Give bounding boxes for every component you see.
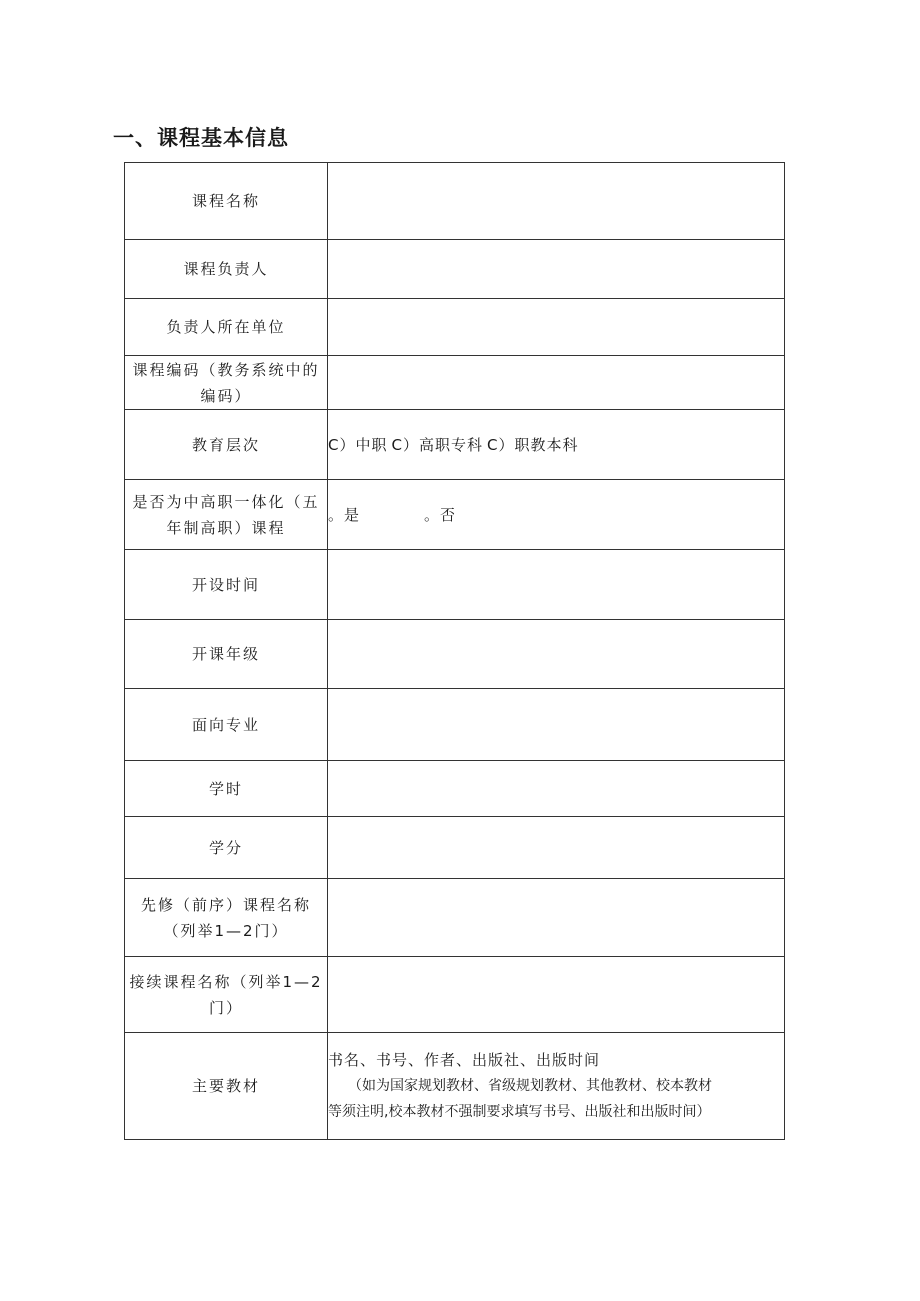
course-leader-field[interactable]	[328, 240, 785, 299]
label-hours	[125, 761, 328, 817]
label-text: 课程名称	[191, 192, 260, 210]
leader-unit-field[interactable]	[328, 299, 785, 356]
hours-field[interactable]	[328, 761, 785, 817]
label-text: 是否为中高职一体化（五年制高职）课程	[132, 492, 320, 537]
label-text: 开课年级	[191, 645, 260, 663]
label-text: 开设时间	[191, 575, 260, 594]
row-hours	[125, 761, 785, 817]
credits-field[interactable]	[328, 817, 785, 879]
label-edu-level	[125, 410, 328, 480]
label-text: 教育层次	[191, 435, 260, 454]
follow-up-field[interactable]	[328, 957, 785, 1033]
label-text: 课程编码（教务系统中的编码）	[132, 360, 320, 405]
course-code-field[interactable]	[328, 356, 785, 410]
label-start-time	[125, 550, 328, 620]
row-leader-unit	[125, 299, 785, 356]
course-name-field[interactable]	[328, 163, 785, 240]
label-credits	[125, 817, 328, 879]
row-course-code	[125, 356, 785, 410]
label-prerequisite	[125, 879, 328, 957]
row-course-name	[125, 163, 785, 240]
row-start-grade	[125, 620, 785, 689]
row-course-leader	[125, 240, 785, 299]
major-field[interactable]	[328, 689, 785, 761]
label-text: 接续课程名称（列举1—2门）	[129, 972, 323, 1017]
label-text: 课程负责人	[183, 260, 269, 278]
label-follow-up	[125, 957, 328, 1033]
label-text: 先修（前序）课程名称（列举1—2门）	[140, 895, 311, 940]
integrated-options	[328, 480, 785, 550]
label-text: 学分	[208, 838, 243, 857]
label-major	[125, 689, 328, 761]
row-credits	[125, 817, 785, 879]
label-start-grade	[125, 620, 328, 689]
label-integrated	[125, 480, 328, 550]
label-text: 面向专业	[191, 715, 260, 734]
option-secondary-vocational[interactable]: C）中职	[328, 435, 388, 454]
label-textbook	[125, 1033, 328, 1140]
row-prerequisite	[125, 879, 785, 957]
option-no[interactable]: 。否	[424, 505, 457, 524]
option-yes[interactable]: 。是	[328, 505, 361, 524]
start-time-field[interactable]	[328, 550, 785, 620]
course-info-table	[124, 162, 785, 1140]
textbook-line-2: （如为国家规划教材、省级规划教材、其他教材、校本教材	[348, 1078, 712, 1094]
row-textbook	[125, 1033, 785, 1140]
label-course-leader	[125, 240, 328, 299]
section-title: 一、课程基本信息	[113, 126, 289, 150]
row-edu-level	[125, 410, 785, 480]
edu-level-options	[328, 410, 785, 480]
textbook-line-3: 等须注明,校本教材不强制要求填写书号、出版社和出版时间）	[328, 1104, 711, 1120]
textbook-field[interactable]	[328, 1033, 785, 1140]
option-vocational-bachelor[interactable]: C）职教本科	[486, 435, 579, 454]
row-integrated	[125, 480, 785, 550]
label-text: 负责人所在单位	[166, 318, 286, 336]
textbook-line-1: 书名、书号、作者、出版社、出版时间	[328, 1051, 601, 1069]
row-major	[125, 689, 785, 761]
option-higher-vocational[interactable]: C）高职专科	[391, 435, 483, 454]
label-course-code	[125, 356, 328, 410]
row-start-time	[125, 550, 785, 620]
row-follow-up	[125, 957, 785, 1033]
prerequisite-field[interactable]	[328, 879, 785, 957]
label-text: 学时	[208, 779, 243, 798]
start-grade-field[interactable]	[328, 620, 785, 689]
label-leader-unit	[125, 299, 328, 356]
label-text: 主要教材	[191, 1077, 260, 1095]
label-course-name	[125, 163, 328, 240]
